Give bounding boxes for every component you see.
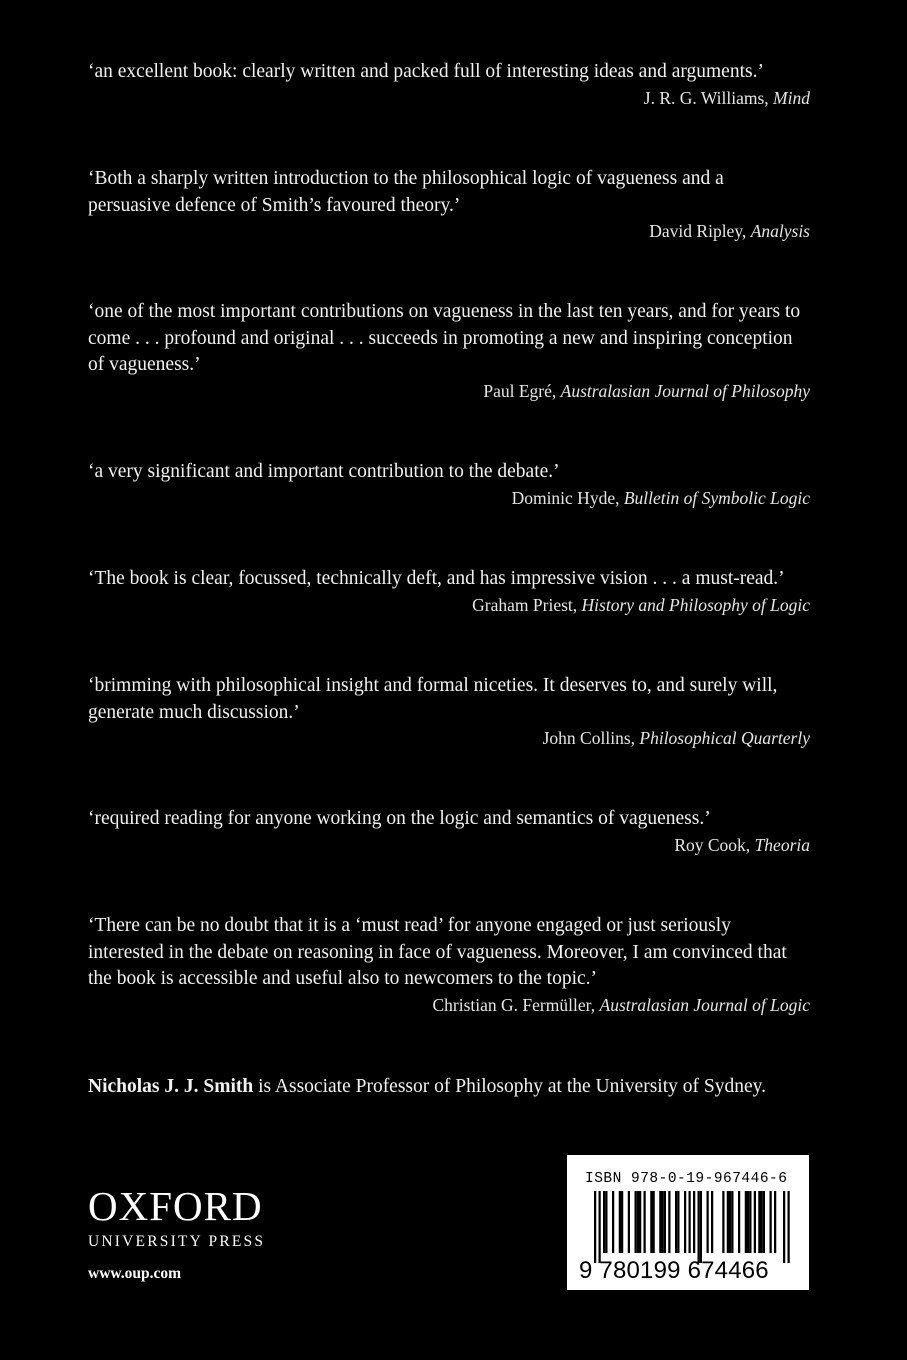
- publisher-website: www.oup.com: [88, 1265, 182, 1282]
- quote-attribution: [88, 219, 810, 243]
- quote-author: Graham Priest,: [472, 594, 578, 615]
- review-quote-6: [88, 673, 810, 750]
- barcode-bar: [639, 1191, 641, 1253]
- quote-text: ‘There can be no doubt that it is a ‘must read’ for anyone engaged or just seriously interested in the debate on reasoning in face of vagueness. Moreover, I am convinced that the book is accessible and useful also to newcomers to the topic.’: [88, 915, 787, 989]
- barcode-bar: [754, 1191, 756, 1253]
- barcode-bar: [727, 1191, 729, 1253]
- quote-source: Bulletin of Symbolic Logic: [623, 487, 810, 508]
- barcode-bar: [621, 1191, 623, 1253]
- publisher-logo-sub: UNIVERSITY PRESS: [88, 1233, 266, 1250]
- barcode-bar: [668, 1191, 670, 1253]
- barcode-bar: [698, 1191, 700, 1263]
- quote-source: Theoria: [754, 834, 810, 855]
- barcode-bar: [749, 1191, 751, 1253]
- quote-author: J. R. G. Williams,: [643, 87, 769, 108]
- barcode-bar: [644, 1191, 646, 1253]
- barcode-bar: [635, 1191, 637, 1253]
- quote-author: Roy Cook,: [674, 834, 751, 855]
- barcode-bar: [738, 1191, 740, 1253]
- barcode-bar: [689, 1191, 691, 1253]
- quote-source: Philosophical Quarterly: [639, 728, 810, 748]
- barcode-digits: 9 780199 674466: [579, 1257, 769, 1284]
- barcode-bar: [770, 1191, 772, 1253]
- author-name: Nicholas J. J. Smith: [88, 1076, 254, 1097]
- barcode-bar: [659, 1191, 661, 1253]
- quote-source: Mind: [773, 87, 810, 108]
- quote-author: David Ripley,: [649, 221, 747, 241]
- quote-author: John Collins,: [542, 728, 636, 748]
- quote-text: ‘Both a sharply written introduction to the philosophical logic of vagueness and a persuasive defence of Smith’s favoured theory.’: [88, 168, 724, 216]
- quote-attribution: [88, 86, 810, 110]
- barcode-bar: [693, 1191, 695, 1253]
- barcode-bar: [745, 1191, 747, 1253]
- review-quote-5: [88, 566, 810, 617]
- review-quote-8: [88, 913, 810, 1017]
- quote-attribution: [88, 486, 810, 510]
- barcode-bar: [637, 1191, 639, 1253]
- quote-attribution: [88, 726, 810, 750]
- barcode-bar: [788, 1191, 790, 1263]
- barcode-bar: [722, 1191, 724, 1253]
- quote-text: ‘required reading for anyone working on the logic and semantics of vagueness.’: [88, 808, 711, 829]
- barcode-bar: [729, 1191, 731, 1253]
- barcode-bar: [761, 1191, 763, 1253]
- barcode-bar: [662, 1191, 664, 1253]
- barcode-bar: [594, 1191, 596, 1263]
- barcode-bar: [774, 1191, 776, 1253]
- barcode-bar: [599, 1191, 601, 1263]
- barcode-bar: [653, 1191, 655, 1253]
- barcode-bar: [731, 1191, 733, 1253]
- barcode-bar: [664, 1191, 666, 1253]
- quote-attribution: [88, 379, 810, 403]
- quote-author: Christian G. Fermüller,: [432, 994, 596, 1015]
- barcode-bar: [603, 1191, 605, 1253]
- barcode-bar: [677, 1191, 679, 1253]
- quote-attribution: [88, 833, 810, 857]
- quote-source: Australasian Journal of Philosophy: [560, 380, 810, 401]
- quote-author: Dominic Hyde,: [511, 487, 620, 508]
- quote-attribution: [88, 593, 810, 617]
- barcode-bar: [684, 1191, 686, 1253]
- barcode-bar: [619, 1191, 621, 1253]
- barcode-bar: [605, 1191, 607, 1253]
- publisher-logo: [88, 1183, 266, 1252]
- quote-source: History and Philosophy of Logic: [581, 594, 810, 615]
- barcode-bar: [612, 1191, 614, 1253]
- barcode-bar: [763, 1191, 765, 1253]
- barcode-bar: [675, 1191, 677, 1253]
- author-bio: [88, 1074, 848, 1100]
- quote-source: Australasian Journal of Logic: [599, 994, 810, 1015]
- barcode-bar: [783, 1191, 785, 1263]
- review-quote-1: [88, 59, 810, 110]
- quote-author: Paul Egré,: [483, 380, 557, 401]
- barcode-bar: [707, 1191, 709, 1253]
- quote-text: ‘one of the most important contributions on vagueness in the last ten years, and for years to come . . . profound and original . . . succeeds in promoting a new and inspiring conception of vagueness.’: [88, 301, 801, 375]
- isbn-barcode: [567, 1155, 809, 1290]
- author-bio-text: is Associate Professor of Philosophy at the University of Sydney.: [253, 1076, 766, 1097]
- barcode-bar: [711, 1191, 713, 1253]
- quote-text: ‘brimming with philosophical insight and formal niceties. It deserves to, and surely will, generate much discussion.’: [88, 675, 778, 723]
- review-quote-3: [88, 299, 810, 403]
- review-quote-2: [88, 166, 810, 243]
- barcode-bar: [628, 1191, 630, 1253]
- quote-text: ‘an excellent book: clearly written and packed full of interesting ideas and arguments.’: [88, 61, 764, 82]
- quote-text: ‘The book is clear, focussed, technically deft, and has impressive vision . . . a must-read.’: [88, 568, 785, 589]
- barcode-bar: [700, 1191, 702, 1263]
- barcode-bar: [747, 1191, 749, 1253]
- review-quote-7: [88, 806, 810, 857]
- isbn-label: ISBN 978-0-19-967446-6: [585, 1171, 788, 1187]
- barcode-bar: [758, 1191, 760, 1253]
- quote-text: ‘a very significant and important contribution to the debate.’: [88, 461, 560, 482]
- quote-attribution: [88, 993, 810, 1017]
- quote-source: Analysis: [750, 221, 810, 241]
- review-quote-4: [88, 459, 810, 510]
- barcode-bar: [650, 1191, 652, 1253]
- publisher-logo-main: OXFORD: [88, 1183, 263, 1229]
